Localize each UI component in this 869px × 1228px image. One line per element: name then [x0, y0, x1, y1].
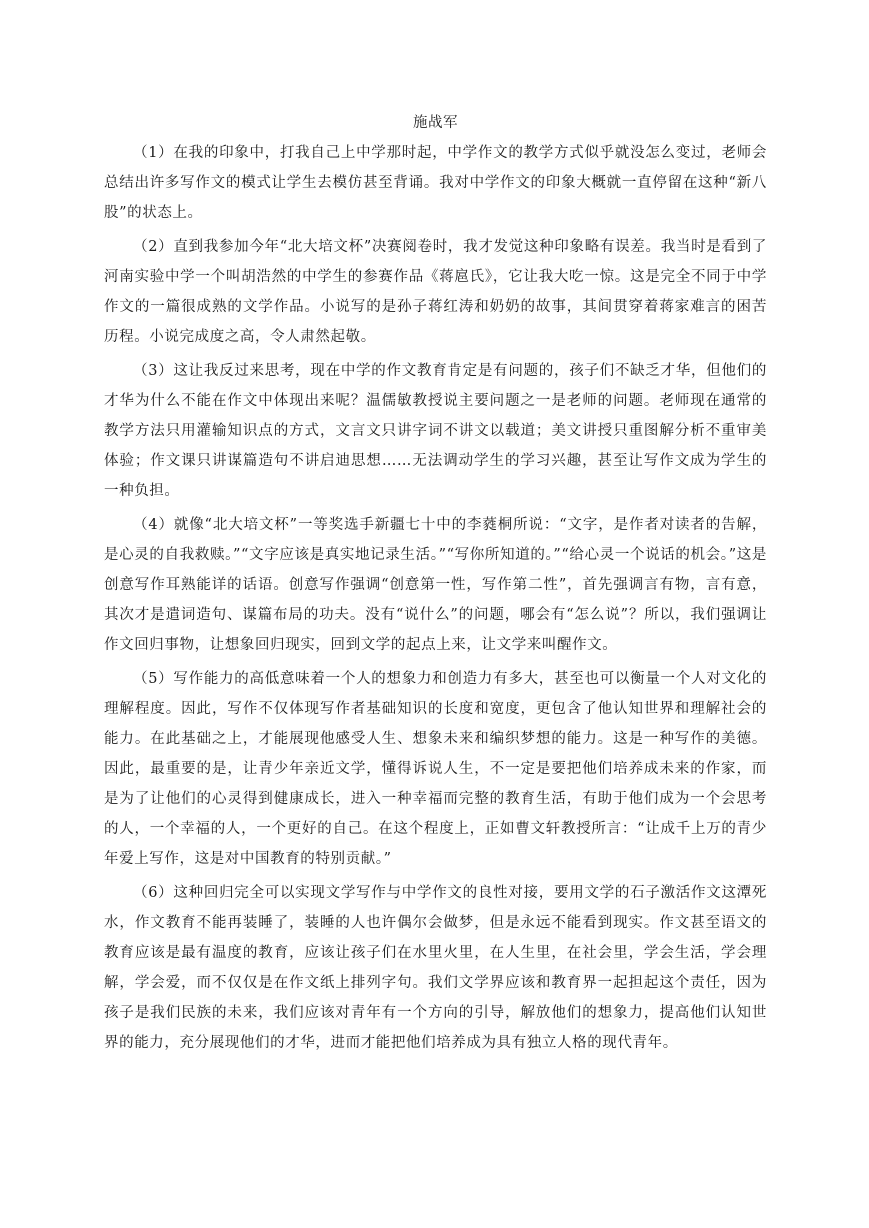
- paragraph-4: （4）就像“北大培文杯”一等奖选手新疆七十中的李蕤桐所说：“文字，是作者对读者的告解，是心灵的自我救赎。”“文字应该是真实地记录生活。”“写你所知道的。”“给心灵一个说话的机会。”这是创意写作耳熟能详的话语。创意写作强调“创意第一性，写作第二性”，首先强调言有物，言有意，其次才是遣词造句、谋篇布局的功夫。没有“说什么”的问题，哪会有“怎么说”？所以，我们强调让作文回归事物，让想象回归现实，回到文学的起点上来，让文学来叫醒作文。: [104, 517, 767, 653]
- paragraph-3: （3）这让我反过来思考，现在中学的作文教育肯定是有问题的，孩子们不缺乏才华，但他们的才华为什么不能在作文中体现出来呢？温儒敏教授说主要问题之一是老师的问题。老师现在通常的教学方法只用灌输知识点的方式，文言文只讲字词不讲文以载道；美文讲授只重图解分析不重审美体验；作文课只讲谋篇造句不讲启迪思想……无法调动学生的学习兴趣，甚至让写作文成为学生的一种负担。: [104, 363, 767, 499]
- author-name: 施战军: [413, 115, 458, 131]
- paragraph-5: （5）写作能力的高低意味着一个人的想象力和创造力有多大，甚至也可以衡量一个人对文化的理解程度。因此，写作不仅体现写作者基础知识的长度和宽度，更包含了他认知世界和理解社会的能力。在此基础之上，才能展现他感受人生、想象未来和编织梦想的能力。这是一种写作的美德。因此，最重要的是，让青少年亲近文学，懂得诉说人生，不一定是要把他们培养成未来的作家，而是为了让他们的心灵得到健康成长，进入一种幸福而完整的教育生活，有助于他们成为一个会思考的人，一个幸福的人，一个更好的自己。在这个程度上，正如曹文轩教授所言：“让成千上万的青少年爱上写作，这是对中国教育的特别贡献。”: [104, 671, 767, 867]
- document-body: [104, 108, 767, 1058]
- paragraph-2: （2）直到我参加今年“北大培文杯”决赛阅卷时，我才发觉这种印象略有误差。我当时是看到了河南实验中学一个叫胡浩然的中学生的参赛作品《蒋扈氏》，它让我大吃一惊。这是完全不同于中学作文的一篇很成熟的文学作品。小说写的是孙子蒋红涛和奶奶的故事，其间贯穿着蒋家难言的困苦历程。小说完成度之高，令人肃然起敬。: [104, 239, 767, 345]
- paragraph-6: （6）这种回归完全可以实现文学写作与中学作文的良性对接，要用文学的石子激活作文这潭死水，作文教育不能再装睡了，装睡的人也许偶尔会做梦，但是永远不能看到现实。作文甚至语文的教育应该是最有温度的教育，应该让孩子们在水里火里，在人生里，在社会里，学会生活，学会理解，学会爱，而不仅仅是在作文纸上排列字句。我们文学界应该和教育界一起担起这个责任，因为孩子是我们民族的未来，我们应该对青年有一个方向的引导，解放他们的想象力，提高他们认知世界的能力，充分展现他们的才华，进而才能把他们培养成为具有独立人格的现代青年。: [104, 885, 767, 1051]
- paragraph-1: （1）在我的印象中，打我自己上中学那时起，中学作文的教学方式似乎就没怎么变过，老师会总结出许多写作文的模式让学生去模仿甚至背诵。我对中学作文的印象大概就一直停留在这种“新八股”的状态上。: [104, 145, 767, 221]
